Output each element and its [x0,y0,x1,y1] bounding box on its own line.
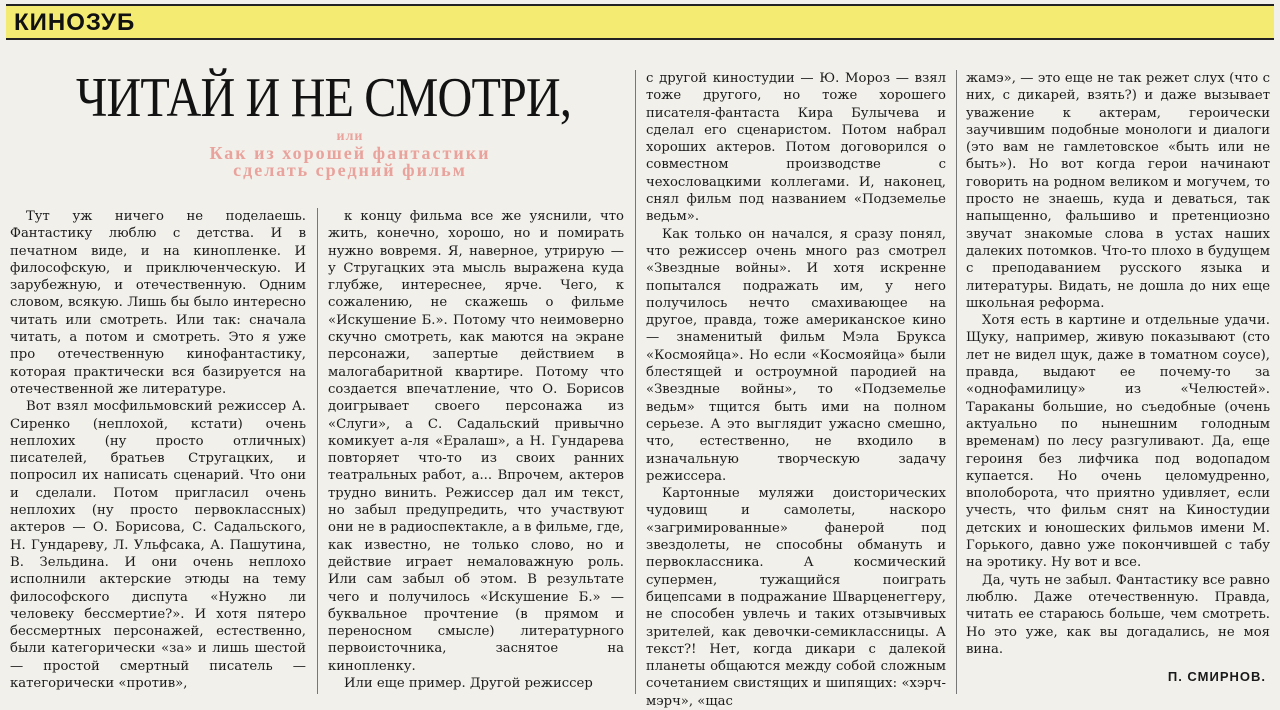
text-column-4 [966,70,1270,670]
paragraph: Тут уж ничего не поделаешь. Фантастику люблю с детства. И в печатном виде, и на кинопленке. И философскую, и приключенческую. И зарубежную, и отечественную. Одним словом, всякую. Лишь бы было интересно читать или смотреть. Или так: сначала читать, а потом и смотреть. Это я уже про отечественную кинофантастику, которая практически вся базируется на отечественной же литературе. [10,209,306,397]
column-rule-3 [956,70,957,694]
subtitle-or: или [336,129,364,144]
paragraph: Или еще пример. Другой режиссер [344,676,593,692]
paragraph: жамэ», — это еще не так режет слух (что с них, с дикарей, взять?) и даже вызывает уважение к актерам, героически заучившим подобные монологи и диалоги (это вам не гамлетовское «быть или не быть»). Но вот когда герои начинают говорить на родном великом и могучем, то просто не знаешь, куда и деваться, так напыщенно, фальшиво и претенциозно звучат знакомые слова в устах наших далеких потомков. Что-то плохо в будущем с преподаванием русского языка и литературы. Видать, не дошла до них еще школьная реформа. [966,71,1270,311]
rubric-banner [6,4,1274,40]
paragraph: к концу фильма все же уяснили, что жить, конечно, хорошо, но и помирать нужно вовремя. Я, наверное, утрирую — у Стругацких эта мысль выражена куда глубже, интереснее, ярче. Чего, к сожалению, не скажешь о фильме «Искушение Б.». Потому что неимоверно скучно смотреть, как маются на экране персонажи, запертые действием в малогабаритной квартире. Потому что создается впечатление, что О. Борисов доигрывает своего персонажа из «Слуги», а С. Садальский привычно комикует а-ля «Ералаш», а Н. Гундарева повторяет что-то из своих ранних театральных работ, а... Впрочем, актеров трудно винить. Режиссер дал им текст, но забыл предупредить, что участвуют они не в радиоспектакле, а в фильме, где, как известно, не только слово, но и действие играет немаловажную роль. Или сам забыл об этом. В результате чего и получилось «Искушение Б.» — буквальное прочтение (в прямом и переносном смысле) литературного первоисточника, заснятое на кинопленку. [328,209,624,674]
paragraph: Как только он начался, я сразу понял, что режиссер очень много раз смотрел «Звездные войны». И хотя искренне попытался подражать им, у него получилось нечто смахивающее на другое, правда, тоже американское кино — знаменитый фильм Мэла Брукса «Космояйца». Но если «Космояйца» были блестящей и остроумной пародией на «Звездные войны», то «Подземелье ведьм» тщится быть ими на полном серьезе. А это выглядит ужасно смешно, что, естественно, не входило в изначальную творческую задачу режиссера. [646,226,946,484]
paragraph: Вот взял мосфильмовский режиссер А. Сиренко (неплохой, кстати) очень неплохих (ну просто отличных) писателей, братьев Стругацких, и попросил их написать сценарий. Что они и сделали. Потом пригласил очень неплохих (ну просто первоклассных) актеров — О. Борисова, С. Садальского, Н. Гундареву, Л. Ульфсака, А. Пашутина, В. Зельдина. И они очень неплохо исполнили актерские этюды на тему философского диспута «Нужно ли человеку бессмертие?». И хотя пятеро бессмертных персонажей, естественно, были категорически «за» и лишь шестой — простой смертный писатель — категорически «против», [10,399,306,692]
rubric-label: КИНОЗУБ [14,9,136,36]
text-column-3 [646,70,946,709]
paragraph: Хотя есть в картине и отдельные удачи. Щуку, например, живую показывают (сто лет не видел щук, даже в томатном соусе), правда, выдают ее почему-то за «однофамилицу» из «Челюстей». Тараканы большие, но съедобные (очень актуально по нынешним голодным временам) по лесу разгуливают. Да, еще героиня без лифчика под водопадом купается. Но очень целомудренно, вполоборота, что приятно удивляет, если учесть, что фильм снят на Киностудии детских и юношеских фильмов имени М. Горького, давно уже покончившей с табу на эротику. Ну вот и все. [966,313,1270,571]
text-column-1 [10,208,306,694]
author-signature: П. СМИРНОВ. [1167,669,1266,684]
paragraph: Да, чуть не забыл. Фантастику все равно люблю. Даже отечественную. Правда, читать ее стараюсь больше, чем смотреть. Но это уже, как вы догадались, не моя вина. [966,572,1270,657]
column-rule-1 [317,208,318,694]
text-column-2 [328,208,624,694]
article-subtitle [100,128,600,179]
article-title: ЧИТАЙ И НЕ СМОТРИ, [76,67,572,129]
paragraph: с другой киностудии — Ю. Мороз — взял тоже другого, но тоже хорошего писателя-фантаста Кира Булычева и сделал его сценаристом. Потом набрал хороших актеров. Потом договорился о совместном производстве с чехословацкими коллегами. И, наконец, снял фильм под названием «Подземелье ведьм». [646,71,946,225]
column-rule-2 [635,70,636,694]
paragraph: Картонные муляжи доисторических чудовищ и самолеты, наскоро «загримированные» фанерой под звездолеты, не способны обмануть и первоклассника. А космический супермен, тужащийся поиграть бицепсами в подражание Шварценеггеру, не способен увлечь и таких отзывчивых зрителей, как девочки-семиклассницы. А текст?! Нет, когда дикари с далекой планеты общаются между собой сложным сочетанием свистящих и шипящих: «хэрч-мэрч», «щас [646,486,946,709]
subtitle-line-1: Как из хорошей фантастики [209,143,491,163]
subtitle-line-2: сделать средний фильм [233,160,467,180]
